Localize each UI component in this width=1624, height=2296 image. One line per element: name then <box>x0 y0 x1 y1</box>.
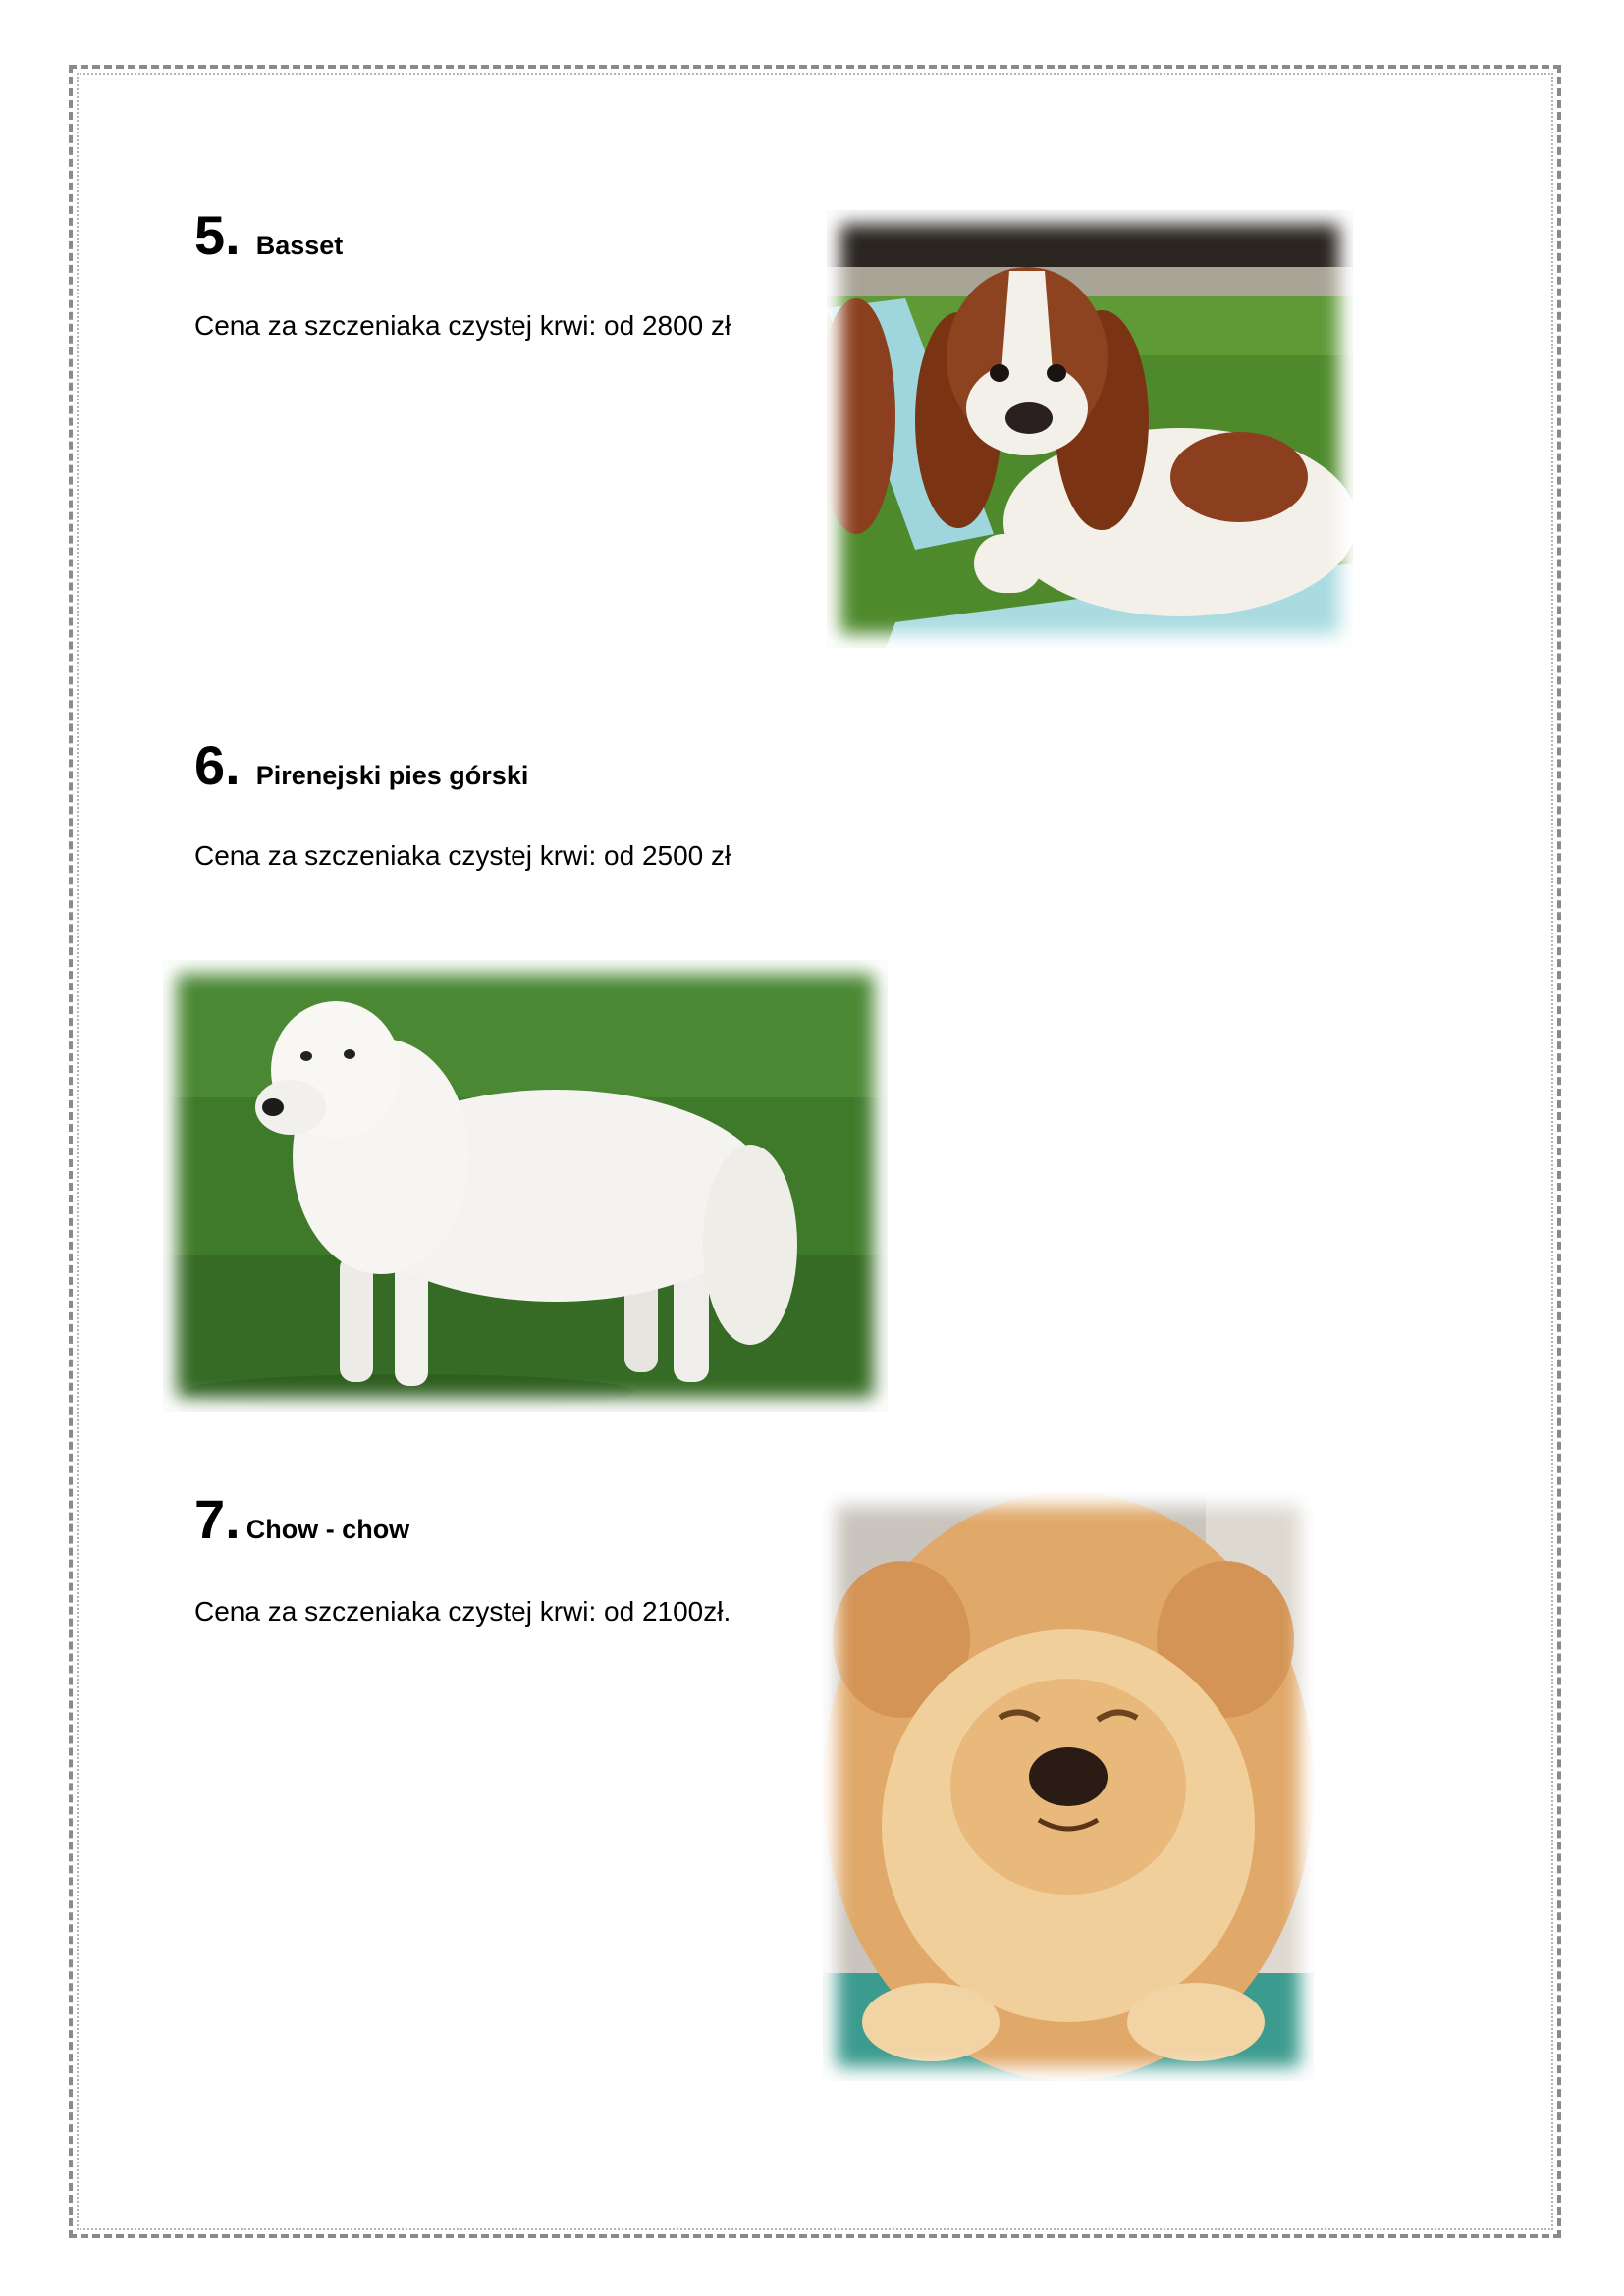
breed-5-heading <box>194 204 344 266</box>
breed-6-price: Cena za szczeniaka czystej krwi: od 2500 zł <box>194 840 731 871</box>
breed-5-price: Cena za szczeniaka czystej krwi: od 2800 zł <box>194 310 731 341</box>
chow-chow-puppy-photo <box>823 1492 1314 2081</box>
breed-6-heading <box>194 734 529 796</box>
breed-number: 7. <box>194 1488 241 1550</box>
breed-number: 5. <box>194 204 241 266</box>
breed-name: Chow - chow <box>245 1515 410 1544</box>
breed-name: Pirenejski pies górski <box>255 761 529 790</box>
breed-7-price: Cena za szczeniaka czystej krwi: od 2100zł. <box>194 1596 731 1627</box>
breed-name: Basset <box>255 231 344 260</box>
pyrenean-mountain-dog-photo <box>163 960 888 1412</box>
breed-7-heading <box>194 1488 410 1550</box>
breed-number: 6. <box>194 734 241 796</box>
basset-puppy-photo <box>827 210 1353 648</box>
